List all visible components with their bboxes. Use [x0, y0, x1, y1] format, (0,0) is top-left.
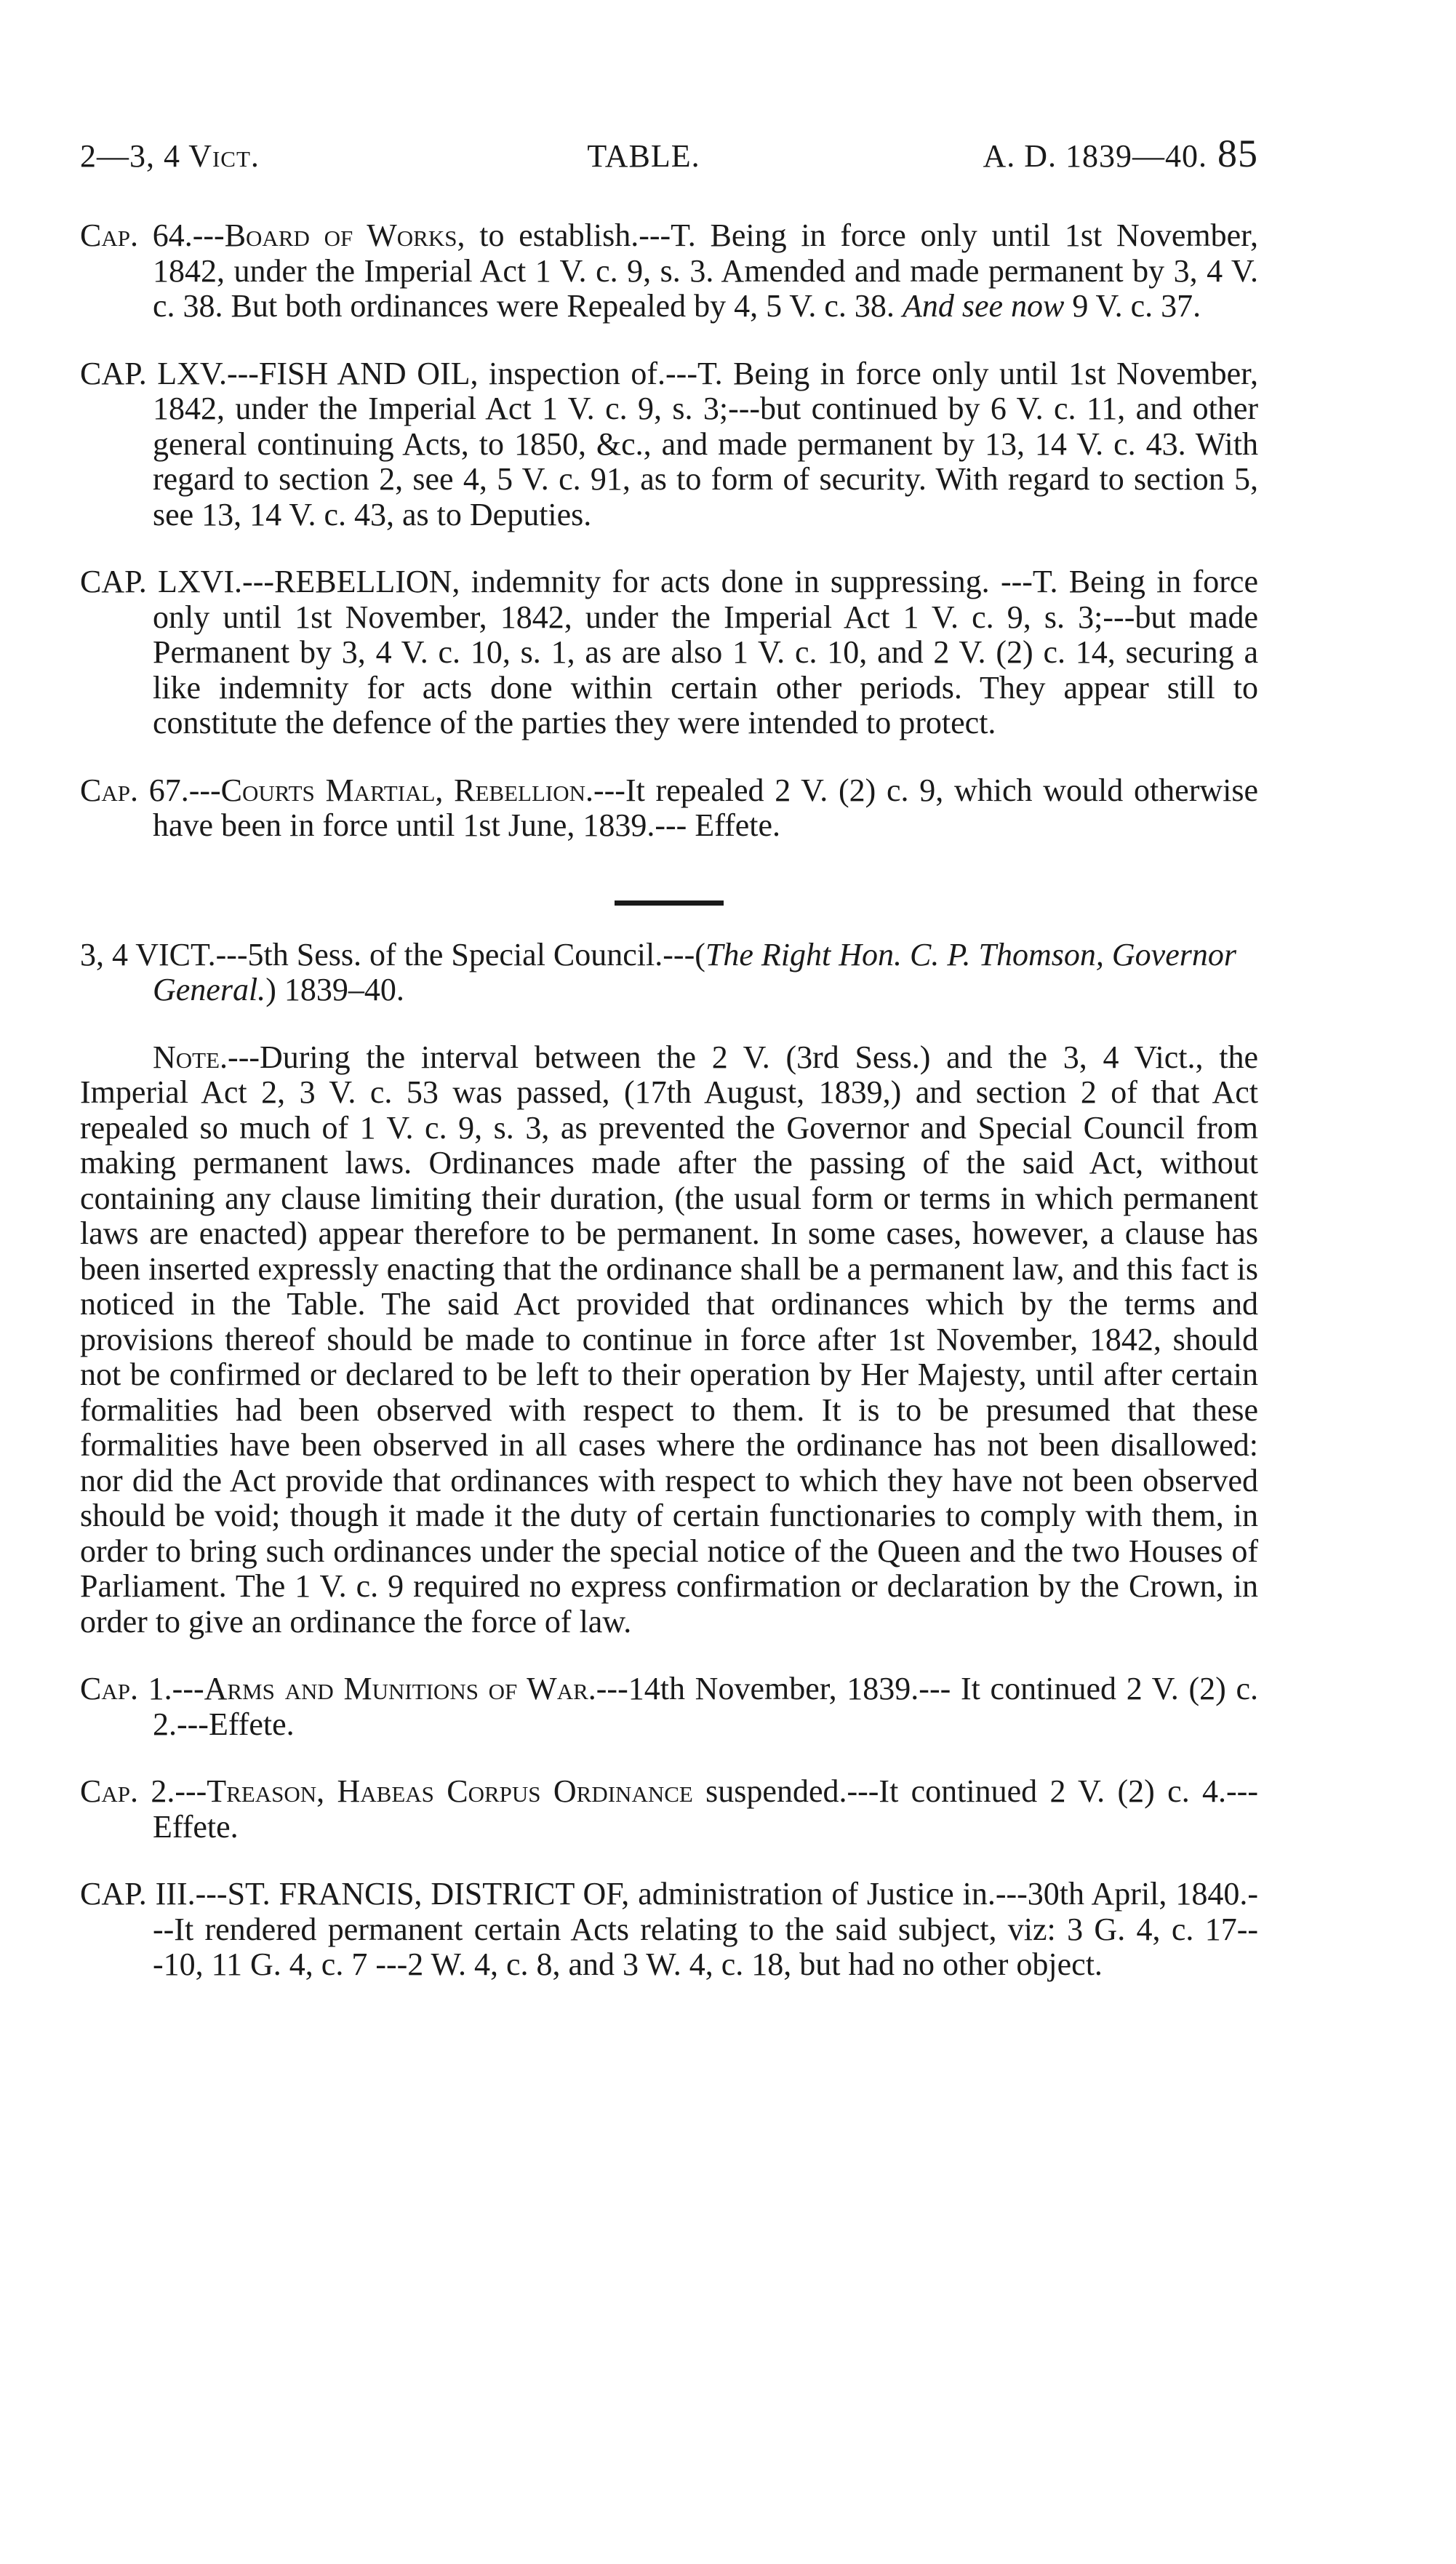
- page-number: 85: [1217, 132, 1258, 175]
- session-text: 3, 4 VICT.---5th Sess. of the Special Council.---(: [80, 936, 705, 973]
- entry-head: CAP. LXV.---FISH AND OIL,: [80, 355, 479, 391]
- note-paragraph: [80, 1040, 1258, 1640]
- entry-text: suspended.---It continued 2 V. (2) c. 4.---Effete.: [153, 1773, 1258, 1845]
- entry-text: administration of Justice in.---30th April, 1840.---It rendered permanent certain Acts relating to the said subject, viz: 3 G. 4, c. 17---10, 11 G. 4, c. 7 ---2 W. 4, c. 8, and 3 W. 4, c. 18, but had no other object.: [153, 1876, 1258, 1982]
- entry-cap-65: [80, 356, 1258, 533]
- entry-text: inspection of.---T. Being in force only until 1st November, 1842, under the Imperial Act 1 V. c. 9, s. 3;---but continued by 6 V. c. 11, and other general continuing Acts, to 1850, &c., and made permanent by 13, 14 V. c. 43. With regard to section 2, see 4, 5 V. c. 91, as to form of security. With regard to section 5, see 13, 14 V. c. 43, as to Deputies.: [153, 355, 1258, 532]
- note-text: ---During the interval between the 2 V. (3rd Sess.) and the 3, 4 Vict., the Imperial Act 2, 3 V. c. 53 was passed, (17th August, 1839,) and section 2 of that Act repealed so much of 1 V. c. 9, s. 3, as prevented the Governor and Special Council from making permanent laws. Ordinances made after the passing of the said Act, without containing any clause limiting their duration, (the usual form or terms in which permanent laws are enacted) appear therefore to be permanent. In some cases, however, a clause has been inserted expressly enacting that the ordinance shall be a permanent law, and this fact is noticed in the Table. The said Act provided that ordinances which by the terms and provisions thereof should be made to continue in force after 1st November, 1842, should not be confirmed or declared to be left to their operation by Her Majesty, until after certain formalities had been observed with respect to them. It is to be presumed that these formalities have been observed in all cases where the ordinance has not been disallowed: nor did the Act provide that ordinances with respect to which they have not been observed should be void; though it made it the duty of certain functionaries to comply with them, in order to bring such ordinances under the special notice of the Queen and the two Houses of Parliament. The 1 V. c. 9 required no express confirmation or declaration by the Crown, in order to give an ordinance the force of law.: [80, 1039, 1258, 1640]
- running-header: [80, 131, 1258, 176]
- entry-head: CAP. III.---ST. FRANCIS, DISTRICT OF,: [80, 1876, 630, 1912]
- section-divider: [615, 900, 724, 906]
- entry-head: Cap. 64.---Board of Works,: [80, 217, 465, 253]
- entry-text: ---14th November, 1839.--- It continued 2 V. (2) c. 2.---Effete.: [153, 1671, 1258, 1742]
- header-year: A. D. 1839—40.: [983, 138, 1207, 174]
- entry-cap-64: [80, 218, 1258, 324]
- entry-tail: 9 V. c. 37.: [1064, 288, 1201, 324]
- entry-cap-2: [80, 1774, 1258, 1845]
- header-right: [895, 131, 1258, 176]
- session-italic: The Right Hon. C. P. Thomson, Governor General.: [153, 936, 1236, 1007]
- session-tail: ) 1839–40.: [265, 972, 404, 1007]
- entry-text: ---It repealed 2 V. (2) c. 9, which would otherwise have been in force until 1st June, 1839.--- Effete.: [153, 772, 1258, 843]
- entry-head: Cap. 1.---Arms and Munitions of War.: [80, 1671, 596, 1706]
- entry-text: indemnity for acts done in suppressing. ---T. Being in force only until 1st November, 1842, under the Imperial Act 1 V. c. 9, s. 3;---but made Permanent by 3, 4 V. c. 10, s. 1, as are also 1 V. c. 10, and 2 V. (2) c. 14, securing a like indemnity for acts done within certain other periods. They appear still to constitute the defence of the parties they were intended to protect.: [153, 564, 1258, 740]
- entry-cap-3: [80, 1877, 1258, 1983]
- header-left: 2—3, 4 Vict.: [80, 138, 260, 174]
- page: [80, 131, 1258, 1994]
- entry-text: to establish.---T. Being in force only until 1st November, 1842, under the Imperial Act 1 V. c. 9, s. 3. Amended and made permanent by 3, 4 V. c. 38. But both ordinances were Repealed by 4, 5 V. c. 38.: [153, 217, 1258, 324]
- session-heading: [80, 938, 1258, 1008]
- entry-italic: And see now: [902, 288, 1065, 324]
- header-title: TABLE.: [587, 138, 700, 174]
- entry-head: CAP. LXVI.---REBELLION,: [80, 564, 460, 599]
- entry-head: Cap. 67.---Courts Martial, Rebellion.: [80, 772, 593, 808]
- entry-head: Cap. 2.---Treason, Habeas Corpus Ordinance: [80, 1773, 693, 1809]
- entry-cap-1: [80, 1672, 1258, 1742]
- note-label: Note.: [153, 1039, 228, 1075]
- entry-cap-66: [80, 564, 1258, 741]
- entry-cap-67: [80, 773, 1258, 844]
